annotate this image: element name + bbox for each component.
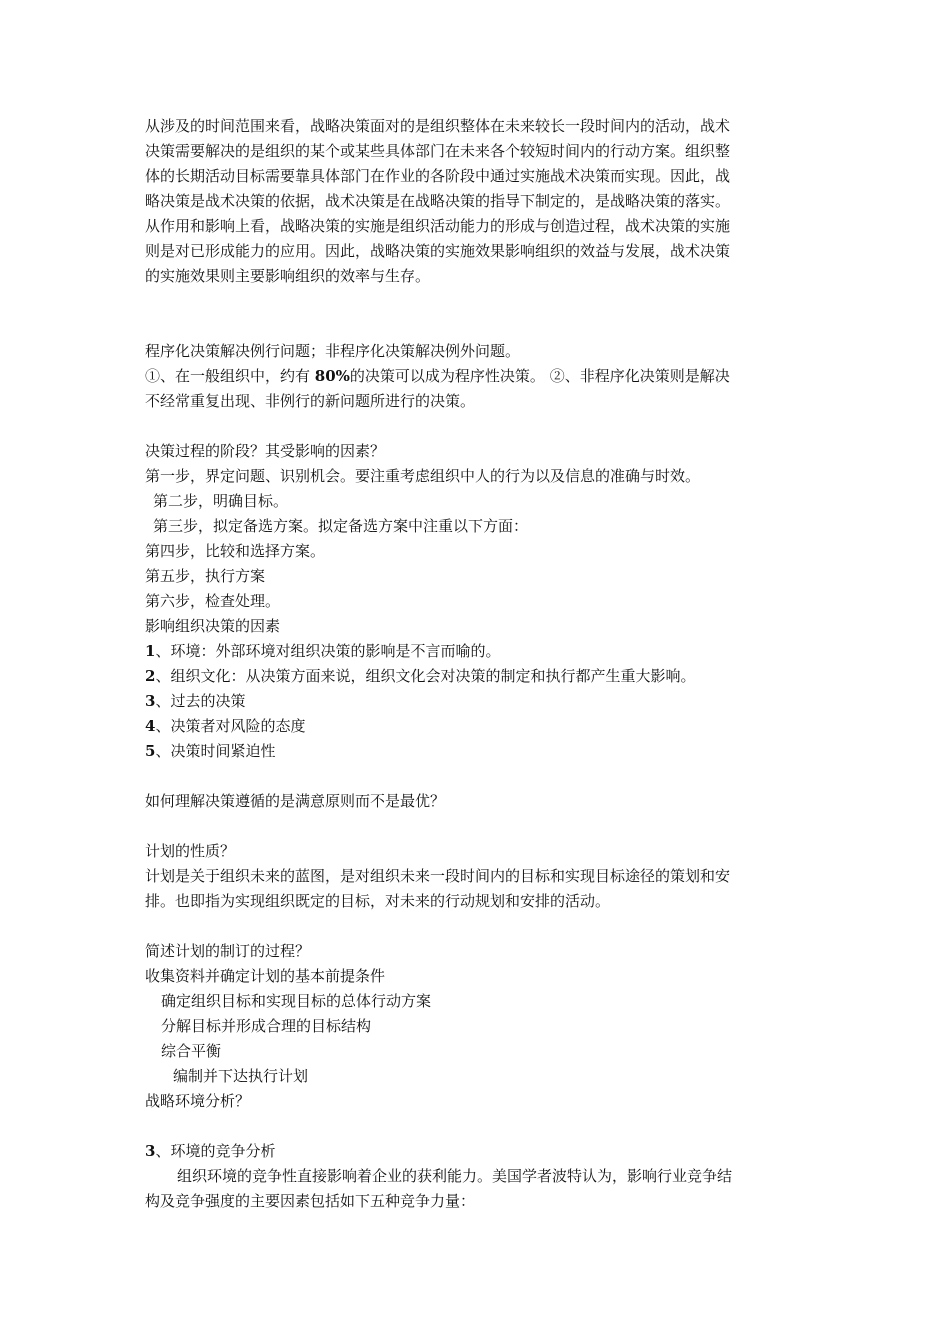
spacer: [145, 814, 810, 839]
text-line: 构及竞争强度的主要因素包括如下五种竞争力量：: [145, 1192, 476, 1210]
spacer: [145, 764, 810, 789]
factor-number: 2: [145, 667, 156, 685]
text-line: 不经常重复出现、非例行的新问题所进行的决策。: [145, 392, 476, 410]
text-line: 从作用和影响上看，战略决策的实施是组织活动能力的形成与创造过程，战术决策的实施: [145, 217, 731, 235]
spacer: [145, 414, 810, 439]
plan-step-3: 分解目标并形成合理的目标结构: [161, 1017, 372, 1035]
section-plan-process: [145, 939, 810, 1114]
section-competition-analysis: [145, 1139, 810, 1214]
plan-step-4: 综合平衡: [161, 1042, 222, 1060]
factor-item: [145, 689, 810, 714]
section-heading: 简述计划的制订的过程？: [145, 942, 311, 960]
factor-item: [145, 739, 810, 764]
text-span: ①、在一般组织中，约有: [145, 367, 315, 385]
plan-step-1: 收集资料并确定计划的基本前提条件: [145, 967, 386, 985]
text-line: 组织环境的竞争性直接影响着企业的获利能力。美国学者波特认为，影响行业竞争结: [177, 1167, 733, 1185]
text-line: 程序化决策解决例行问题；非程序化决策解决例外问题。: [145, 342, 521, 360]
section-title: 、环境的竞争分析: [155, 1142, 276, 1160]
section-plan-nature: [145, 839, 810, 914]
text-line: 则是对已形成能力的应用。因此，战略决策的实施效果影响组织的效益与发展，战术决策: [145, 242, 731, 260]
text-line: 体的长期活动目标需要靠具体部门在作业的各阶段中通过实施战术决策而实现。因此，战: [145, 167, 731, 185]
section-heading: [145, 1139, 810, 1164]
factor-number: 1: [145, 642, 156, 660]
text-line: [145, 364, 810, 389]
factor-item: [145, 714, 810, 739]
plan-step-5: 编制并下达执行计划: [173, 1067, 309, 1085]
spacer: [145, 914, 810, 939]
question-satisfy-principle: 如何理解决策遵循的是满意原则而不是最优？: [145, 792, 446, 810]
text-line: 从涉及的时间范围来看，战略决策面对的是组织整体在未来较长一段时间内的活动，战术: [145, 117, 731, 135]
section-decision-process: [145, 439, 810, 764]
factor-text: 、决策时间紧迫性: [155, 742, 276, 760]
section-number: 3: [145, 1142, 156, 1160]
section-heading: 计划的性质？: [145, 842, 236, 860]
factor-text: 、决策者对风险的态度: [155, 717, 306, 735]
step-5: 第五步，执行方案: [145, 567, 266, 585]
plan-step-2: 确定组织目标和实现目标的总体行动方案: [161, 992, 432, 1010]
factor-number: 5: [145, 742, 156, 760]
factor-number: 4: [145, 717, 156, 735]
factor-text: 、环境：外部环境对组织决策的影响是不言而喻的。: [155, 642, 501, 660]
factors-heading: 影响组织决策的因素: [145, 617, 281, 635]
text-line: 决策需要解决的是组织的某个或某些具体部门在未来各个较短时间内的行动方案。组织整: [145, 142, 731, 160]
question-env-analysis: 战略环境分析？: [145, 1092, 251, 1110]
factor-item: [145, 664, 810, 689]
spacer: [145, 289, 810, 339]
step-3: 第三步，拟定备选方案。拟定备选方案中注重以下方面：: [153, 517, 529, 535]
factor-text: 、过去的决策: [155, 692, 246, 710]
section-programmed-decision: [145, 339, 810, 414]
bold-percent: 80%: [314, 367, 350, 385]
text-line: 排。也即指为实现组织既定的目标，对未来的行动规划和安排的活动。: [145, 892, 611, 910]
step-6: 第六步，检查处理。: [145, 592, 281, 610]
spacer: [145, 1114, 810, 1139]
document-page: [145, 114, 810, 1214]
step-2: 第二步，明确目标。: [153, 492, 289, 510]
text-line: 的实施效果则主要影响组织的效率与生存。: [145, 267, 431, 285]
step-1: 第一步，界定问题、识别机会。要注重考虑组织中人的行为以及信息的准确与时效。: [145, 467, 701, 485]
factor-text: 、组织文化：从决策方面来说，组织文化会对决策的制定和执行都产生重大影响。: [155, 667, 696, 685]
section-heading: 决策过程的阶段？其受影响的因素？: [145, 442, 386, 460]
factor-item: [145, 639, 810, 664]
factor-number: 3: [145, 692, 156, 710]
step-4: 第四步，比较和选择方案。: [145, 542, 326, 560]
text-span: 的决策可以成为程序性决策。 ②、非程序化决策则是解决: [349, 367, 730, 385]
paragraph-strategy-vs-tactics: [145, 114, 810, 289]
text-line: 略决策是战术决策的依据，战术决策是在战略决策的指导下制定的，是战略决策的落实。: [145, 192, 731, 210]
text-line: 计划是关于组织未来的蓝图，是对组织未来一段时间内的目标和实现目标途径的策划和安: [145, 867, 731, 885]
